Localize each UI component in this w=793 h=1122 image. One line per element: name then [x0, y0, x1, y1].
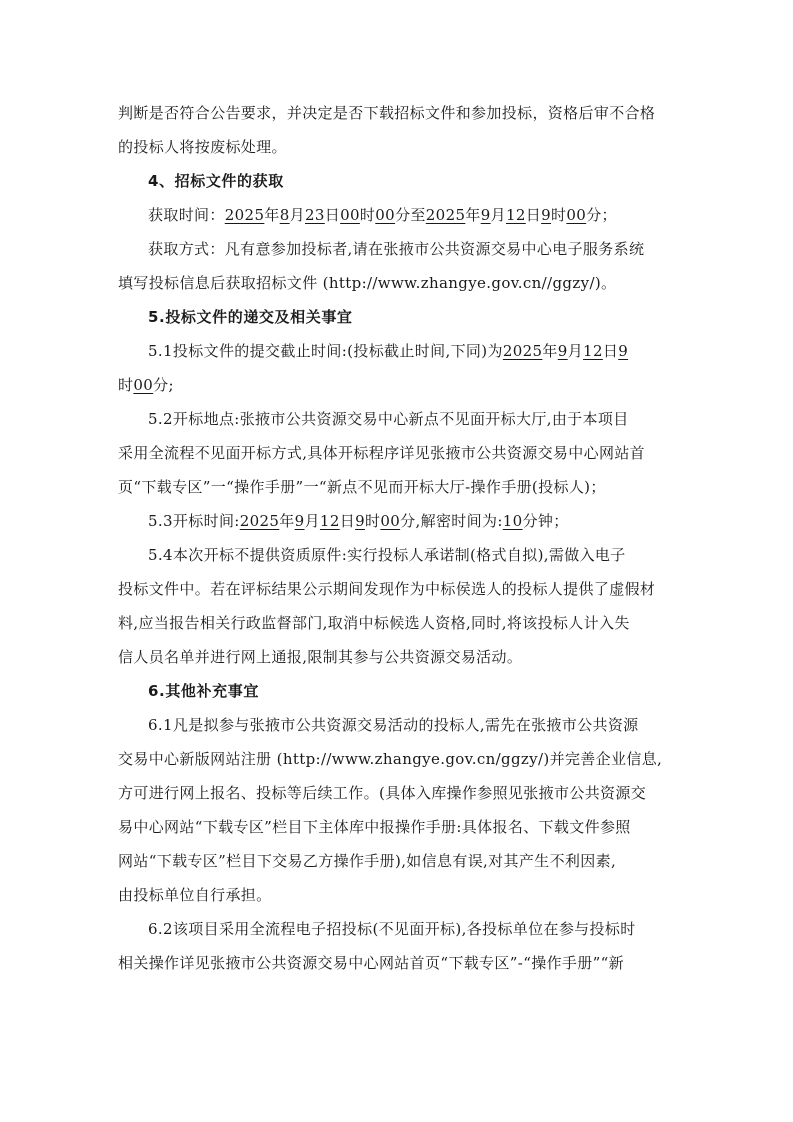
time-minute: 00 [375, 206, 396, 224]
opening-time-line [118, 511, 675, 545]
section-heading-6: 6.其他补充事宜 [148, 682, 259, 700]
date-day: 23 [304, 206, 325, 224]
text: 日 [324, 206, 341, 224]
date-year: 2025 [502, 342, 543, 360]
paragraph-line: 易中心网站“下载专区”栏目下主体库中报操作手册:具体报名、下载文件参照 [118, 818, 631, 836]
time-minute: 00 [566, 206, 587, 224]
decrypt-duration: 10 [502, 512, 523, 530]
time-hour: 9 [618, 342, 629, 360]
text: 获取时间： [148, 206, 225, 224]
paragraph-line: 5.4本次开标不提供资质原件:实行投标人承诺制(格式自拟),需做入电子 [148, 546, 626, 564]
paragraph-line: 填写投标信息后获取招标文件 (http://www.zhangye.gov.cn//ggzy/)。 [118, 274, 617, 292]
text: 5.3开标时间: [148, 512, 240, 530]
text: 年 [279, 512, 295, 530]
paragraph-line: 采用全流程不见面开标方式,具体开标程序详见张掖市公共资源交易中心网站首 [118, 444, 646, 462]
text: 日 [339, 512, 356, 530]
date-day: 12 [505, 206, 526, 224]
text: 5.1投标文件的提交截止时间:(投标截止时间,下同)为 [148, 342, 503, 360]
section-heading-5: 5.投标文件的递交及相关事宜 [148, 308, 353, 326]
text: 时 [551, 206, 567, 224]
text: 月 [289, 206, 305, 224]
text: 日 [525, 206, 542, 224]
date-day: 12 [319, 512, 340, 530]
time-minute: 00 [380, 512, 401, 530]
paragraph-line: 判断是否符合公告要求，并决定是否下载招标文件和参加投标，资格后审不合格 [118, 104, 656, 122]
text: 月 [490, 206, 506, 224]
date-month: 9 [294, 512, 305, 530]
date-month: 9 [480, 206, 491, 224]
date-year: 2025 [224, 206, 265, 224]
deadline-line-cont [118, 375, 675, 409]
paragraph-line: 的投标人将按废标处理。 [118, 138, 287, 156]
paragraph-line: 6.1凡是拟参与张掖市公共资源交易活动的投标人,需先在张掖市公共资源 [148, 716, 639, 734]
text: 分； [586, 206, 617, 224]
section-heading-4: 4、招标文件的获取 [148, 172, 284, 190]
time-minute: 00 [133, 376, 154, 394]
text: 分至 [395, 206, 426, 224]
text: 时 [364, 512, 381, 530]
time-hour: 9 [541, 206, 552, 224]
deadline-line [118, 341, 675, 375]
paragraph-line: 交易中心新版网站注册 (http://www.zhangye.gov.cn/ggzy/)并完善企业信息, [118, 750, 663, 768]
date-year: 2025 [425, 206, 466, 224]
time-hour: 9 [355, 512, 365, 530]
date-month: 9 [557, 342, 568, 360]
paragraph-line: 信人员名单并进行网上通报,限制其参与公共资源交易活动。 [118, 648, 523, 666]
text: 月 [304, 512, 320, 530]
paragraph-line: 网站“下载专区”栏目下交易乙方操作手册),如信息有误,对其产生不利因素, [118, 852, 617, 870]
text: 分; [153, 376, 174, 394]
date-year: 2025 [239, 512, 280, 530]
text: 分钟； [522, 512, 569, 530]
acquisition-time-line [118, 205, 675, 239]
text: 年 [264, 206, 280, 224]
time-hour: 00 [340, 206, 360, 224]
date-month: 8 [279, 206, 290, 224]
date-day: 12 [583, 342, 603, 360]
text: 时 [118, 376, 134, 394]
text: 分,解密时间为: [400, 512, 503, 530]
text: 月 [567, 342, 584, 360]
text: 年 [542, 342, 558, 360]
paragraph-line: 方可进行网上报名、投标等后续工作。(具体入库操作参照见张掖市公共资源交 [118, 784, 647, 802]
text: 年 [465, 206, 481, 224]
text: 时 [359, 206, 376, 224]
paragraph-line: 相关操作详见张掖市公共资源交易中心网站首页“下载专区”-“操作手册”“新 [118, 954, 625, 972]
paragraph-line: 页“下载专区”一“操作手册”一“新点不见而开标大厅-操作手册(投标人)； [118, 478, 606, 496]
paragraph-line: 由投标单位自行承担。 [118, 886, 272, 904]
text: 日 [602, 342, 619, 360]
paragraph-line: 6.2该项目采用全流程电子招投标(不见面开标),各投标单位在参与投标时 [148, 920, 636, 938]
paragraph-line: 投标文件中。若在评标结果公示期间发现作为中标侯选人的投标人提供了虚假材 [118, 580, 656, 598]
paragraph-line: 5.2开标地点:张掖市公共资源交易中心新点不见面开标大厅,由于本项目 [148, 410, 629, 428]
paragraph-line: 获取方式：凡有意参加投标者,请在张掖市公共资源交易中心电子服务系统 [148, 240, 645, 258]
paragraph-line: 料,应当报告相关行政监督部门,取消中标候选人资格,同时,将该投标人计入失 [118, 614, 630, 632]
